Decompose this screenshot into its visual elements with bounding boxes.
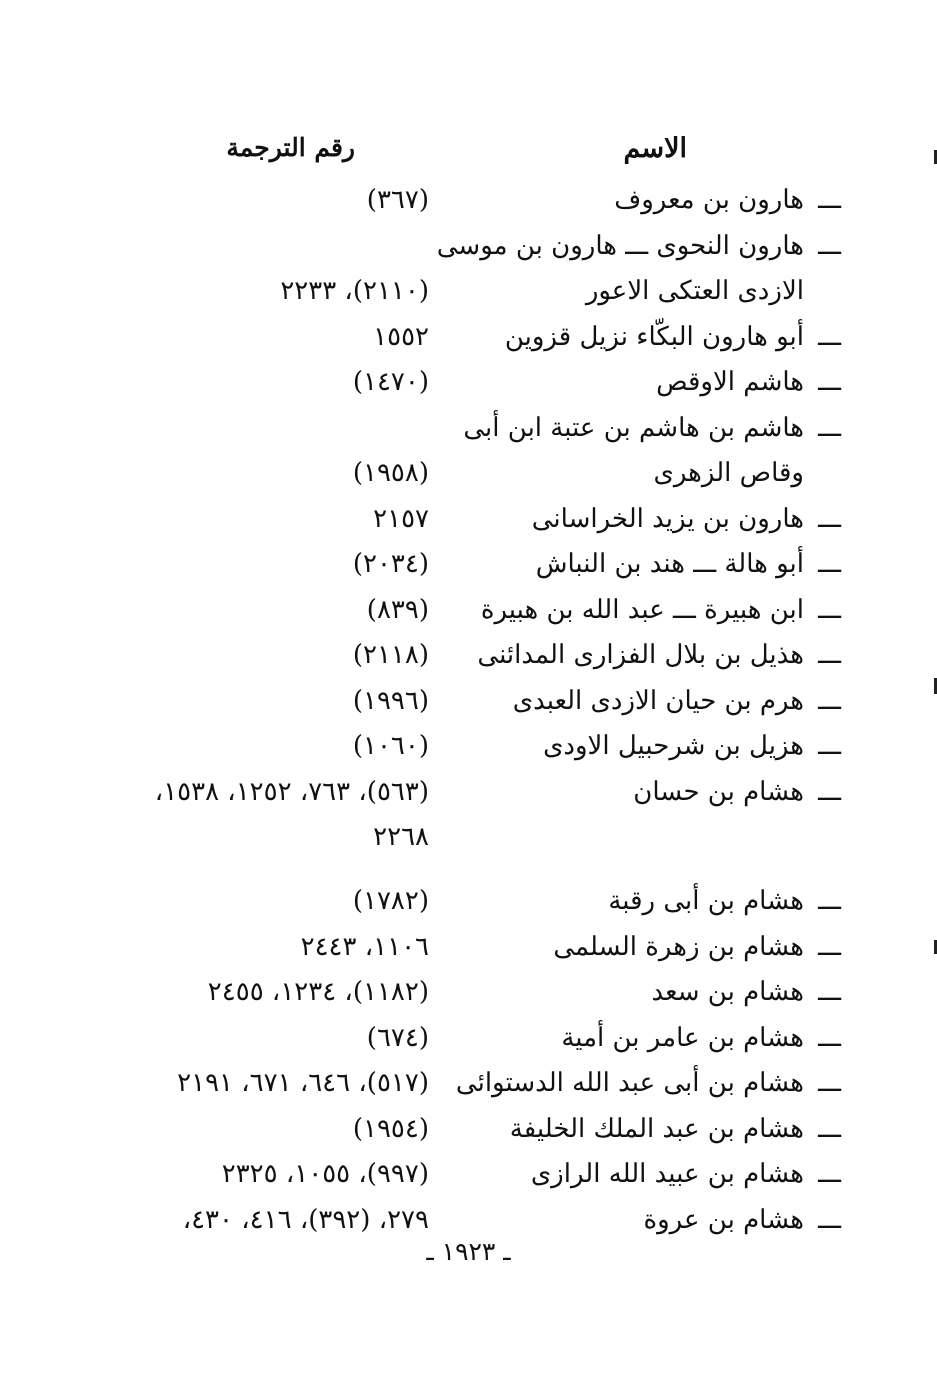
index-row [0, 681, 937, 727]
number-column-heading: رقم الترجمة [226, 133, 355, 162]
entry-dash: ـــ [818, 931, 841, 962]
index-row [0, 726, 937, 772]
index-row [0, 408, 937, 454]
index-row [0, 317, 937, 363]
entry-name: هرم بن حيان الازدى العبدى [512, 685, 804, 716]
entry-number: ٢٧٩، (٣٩٢)، ٤١٦، ٤٣٠، [182, 1204, 429, 1235]
entry-dash: ـــ [818, 1159, 841, 1189]
entry-number: (٨٣٩) [366, 594, 429, 625]
entry-name: هشام بن حسان [633, 776, 804, 807]
entry-number: (١٩٩٦) [352, 685, 429, 716]
entry-dash: ـــ [818, 1022, 841, 1053]
index-row [0, 772, 937, 818]
entry-name: هشام بن عامر بن أمية [561, 1022, 804, 1053]
entry-dash: ـــ [818, 886, 841, 916]
index-row [0, 544, 937, 590]
index-row [0, 362, 937, 408]
entry-dash: ـــ [818, 549, 841, 579]
index-row [0, 1154, 937, 1200]
entry-number: (٩٩٧)، ١٠٥٥، ٢٣٢٥ [221, 1159, 429, 1189]
index-row [0, 180, 937, 226]
column-header [0, 133, 937, 173]
entry-name: هشام بن سعد [651, 977, 804, 1007]
entry-number: (١٩٥٤) [352, 1113, 429, 1144]
entry-name: هشام بن أبى رقبة [608, 886, 804, 916]
entry-number: (٣٦٧) [366, 185, 429, 215]
entry-name: وقاص الزهرى [653, 458, 804, 488]
entry-number: (١٩٥٨) [352, 458, 429, 488]
index-row [0, 972, 937, 1018]
entry-dash: ـــ [818, 367, 841, 397]
index-row [0, 1018, 937, 1064]
index-row [0, 590, 937, 636]
entry-number: (٢٠٣٤) [352, 549, 429, 579]
entry-name: هذيل بن بلال الفزارى المدائنى [477, 640, 804, 670]
entry-name: هشام بن أبى عبد الله الدستوائى [455, 1068, 804, 1098]
entry-dash: ـــ [818, 1204, 841, 1235]
entry-dash: ـــ [818, 640, 841, 670]
entry-number: ٢٢٦٨ [373, 822, 429, 852]
entry-number: (١٤٧٠) [352, 367, 429, 397]
index-row [0, 1109, 937, 1155]
index-row [0, 226, 937, 272]
entry-dash: ـــ [818, 230, 841, 261]
entry-name: هزيل بن شرحبيل الاودى [543, 731, 804, 761]
entry-name: هارون بن يزيد الخراسانى [531, 503, 804, 534]
entry-dash: ـــ [818, 776, 841, 807]
index-entries [0, 180, 937, 1245]
entry-number: (١٧٨٢) [352, 886, 429, 916]
entry-name: هارون بن معروف [614, 185, 804, 215]
name-column-heading: الاسم [623, 133, 687, 164]
entry-number: (٢١١٨) [352, 640, 429, 670]
entry-name: الازدى العتكى الاعور [585, 276, 804, 306]
entry-number: (٥٦٣)، ٧٦٣، ١٢٥٢، ١٥٣٨، [154, 776, 429, 807]
entry-name: هشام بن عبيد الله الرازى [530, 1159, 804, 1189]
entry-dash: ـــ [818, 1113, 841, 1144]
entry-name: هشام بن عبد الملك الخليفة [509, 1113, 804, 1144]
index-row [0, 499, 937, 545]
entry-dash: ـــ [818, 594, 841, 625]
entry-number: ١٥٥٢ [373, 321, 429, 352]
entry-name: هاشم الاوقص [656, 367, 804, 397]
entry-number: (١١٨٢)، ١٢٣٤، ٢٤٥٥ [207, 977, 429, 1007]
entry-dash: ـــ [818, 412, 841, 443]
entry-dash: ـــ [818, 321, 841, 352]
index-row [0, 927, 937, 973]
entry-number: (١٠٦٠) [352, 731, 429, 761]
entry-dash: ـــ [818, 1068, 841, 1098]
page-number: ـ ١٩٢٣ ـ [426, 1237, 511, 1266]
entry-name: ابن هبيرة ـــ عبد الله بن هبيرة [480, 594, 804, 625]
entry-number: (٦٧٤) [366, 1022, 429, 1053]
entry-dash: ـــ [818, 503, 841, 534]
entry-number: ١١٠٦، ٢٤٤٣ [300, 931, 429, 962]
entry-name: هشام بن زهرة السلمى [553, 931, 804, 962]
index-row [0, 271, 937, 317]
entry-name: أبو هالة ـــ هند بن النباش [535, 549, 804, 579]
entry-number: (٥١٧)، ٦٤٦، ٦٧١، ٢١٩١ [177, 1068, 429, 1098]
entry-dash: ـــ [818, 685, 841, 716]
entry-name: هارون النحوى ـــ هارون بن موسى [436, 230, 804, 261]
index-row [0, 1063, 937, 1109]
entry-number: (٢١١٠)، ٢٢٣٣ [280, 276, 429, 306]
entry-number: ٢١٥٧ [373, 503, 429, 534]
index-row [0, 635, 937, 681]
entry-name: هاشم بن هاشم بن عتبة ابن أبى [463, 412, 804, 443]
entry-name: هشام بن عروة [643, 1204, 804, 1235]
entry-name: أبو هارون البكّاء نزيل قزوين [504, 321, 804, 352]
index-row [0, 881, 937, 927]
entry-dash: ـــ [818, 977, 841, 1007]
entry-dash: ـــ [818, 185, 841, 215]
index-row [0, 817, 937, 881]
entry-dash: ـــ [818, 731, 841, 761]
index-row [0, 453, 937, 499]
